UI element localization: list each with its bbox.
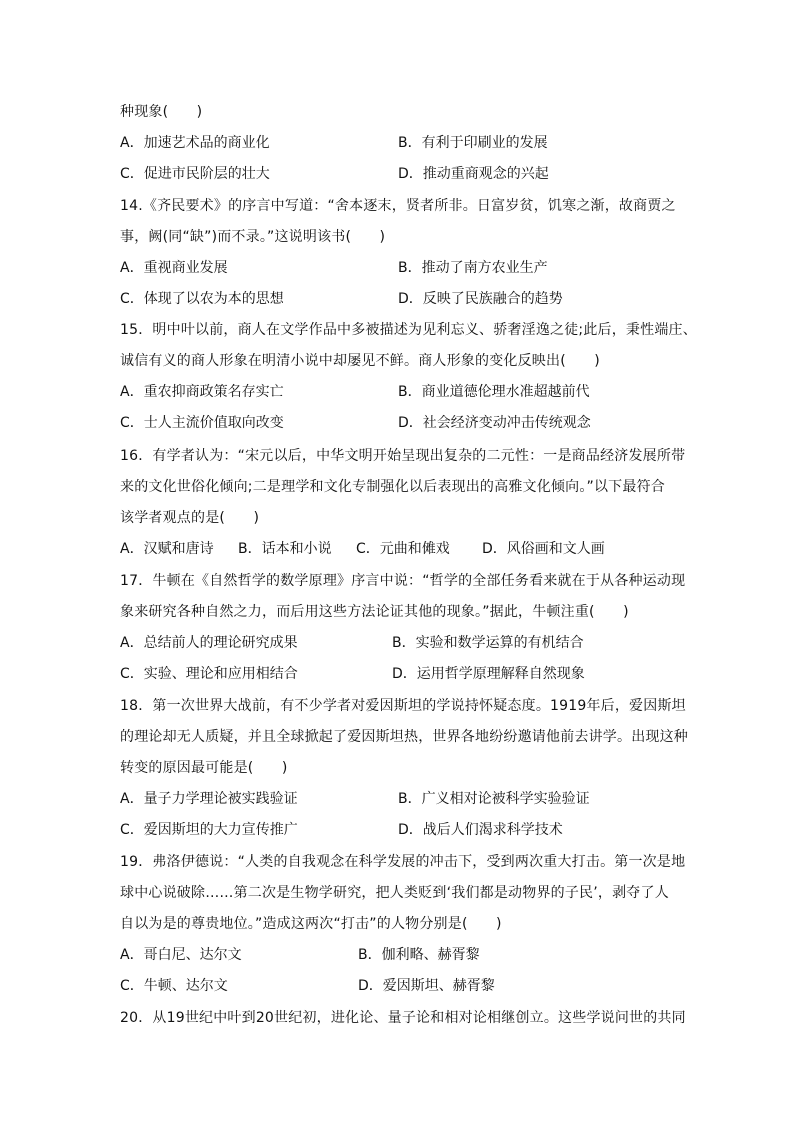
- option-15-b: B．商业道德伦理水准超越前代: [398, 384, 590, 400]
- option-17-a: A．总结前人的理论研究成果: [120, 635, 298, 651]
- option-18-a: A．量子力学理论被实践验证: [120, 791, 298, 807]
- option-18-c: C．爱因斯坦的大力宣传推广: [120, 822, 298, 838]
- option-13-c: C．促进市民阶层的壮大: [120, 166, 270, 182]
- option-16-b: B．话本和小说: [238, 541, 332, 557]
- question-18-line-1: 18．第一次世界大战前，有不少学者对爱因斯坦的学说持怀疑态度。1919年后，爱因斯坦: [120, 698, 686, 714]
- option-17-b: B．实验和数学运算的有机结合: [392, 635, 584, 651]
- option-15-a: A．重农抑商政策名存实亡: [120, 384, 284, 400]
- question-19-line-3: 自以为是的尊贵地位。”造成这两次“打击”的人物分别是( ): [120, 916, 502, 932]
- question-16-line-1: 16．有学者认为：“宋元以后，中华文明开始呈现出复杂的二元性：一是商品经济发展所带: [120, 448, 686, 464]
- option-16-a: A．汉赋和唐诗: [120, 541, 214, 557]
- option-17-c: C．实验、理论和应用相结合: [120, 666, 298, 682]
- option-13-b: B．有利于印刷业的发展: [398, 135, 548, 151]
- option-13-a: A．加速艺术品的商业化: [120, 135, 270, 151]
- option-19-b: B．伽利略、赫胥黎: [358, 947, 480, 963]
- question-16-line-2: 来的文化世俗化倾向;二是理学和文化专制强化以后表现出的高雅文化倾向。”以下最符合: [120, 479, 665, 495]
- question-19-line-2: 球中心说破除……第二次是生物学研究，把人类贬到‘我们都是动物界的子民’，剥夺了人: [120, 885, 669, 901]
- option-13-d: D．推动重商观念的兴起: [398, 166, 549, 182]
- question-15-line-2: 诚信有义的商人形象在明清小说中却屡见不鲜。商人形象的变化反映出( ): [120, 353, 600, 369]
- question-16-line-3: 该学者观点的是( ): [120, 510, 260, 526]
- option-15-c: C．士人主流价值取向改变: [120, 415, 284, 431]
- option-14-b: B．推动了南方农业生产: [398, 260, 548, 276]
- option-19-d: D．爱因斯坦、赫胥黎: [358, 978, 495, 994]
- option-19-c: C．牛顿、达尔文: [120, 978, 228, 994]
- option-14-a: A．重视商业发展: [120, 260, 228, 276]
- option-18-b: B．广义相对论被科学实验验证: [398, 791, 590, 807]
- option-16-d: D．风俗画和文人画: [482, 541, 605, 557]
- option-17-d: D．运用哲学原理解释自然现象: [392, 666, 585, 682]
- question-14-line-2: 事，阙(同“缺”)而不录。”这说明该书( ): [120, 229, 386, 245]
- option-15-d: D．社会经济变动冲击传统观念: [398, 415, 591, 431]
- option-19-a: A．哥白尼、达尔文: [120, 947, 242, 963]
- question-18-line-2: 的理论却无人质疑，并且全球掀起了爱因斯坦热，世界各地纷纷邀请他前去讲学。出现这种: [120, 729, 688, 745]
- option-18-d: D．战后人们渴求科学技术: [398, 822, 563, 838]
- question-13-stem-end: 种现象( ): [120, 104, 203, 120]
- question-17-line-2: 象来研究各种自然之力，而后用这些方法论证其他的现象。”据此，牛顿注重( ): [120, 604, 629, 620]
- option-14-c: C．体现了以农为本的思想: [120, 291, 284, 307]
- question-18-line-3: 转变的原因最可能是( ): [120, 760, 288, 776]
- question-15-line-1: 15．明中叶以前，商人在文学作品中多被描述为见利忘义、骄奢淫逸之徒;此后，秉性端庄、: [120, 322, 697, 338]
- question-14-line-1: 14.《齐民要术》的序言中写道：“舍本逐末，贤者所非。日富岁贫，饥寒之渐，故商贾之: [120, 198, 676, 214]
- question-19-line-1: 19．弗洛伊德说：“人类的自我观念在科学发展的冲击下，受到两次重大打击。第一次是地: [120, 854, 686, 870]
- question-17-line-1: 17．牛顿在《自然哲学的数学原理》序言中说：“哲学的全部任务看来就在于从各种运动现: [120, 573, 686, 589]
- option-14-d: D．反映了民族融合的趋势: [398, 291, 563, 307]
- question-20-line-1: 20．从19世纪中叶到20世纪初，进化论、量子论和相对论相继创立。这些学说问世的共同: [120, 1010, 686, 1026]
- option-16-c: C．元曲和傩戏: [356, 541, 450, 557]
